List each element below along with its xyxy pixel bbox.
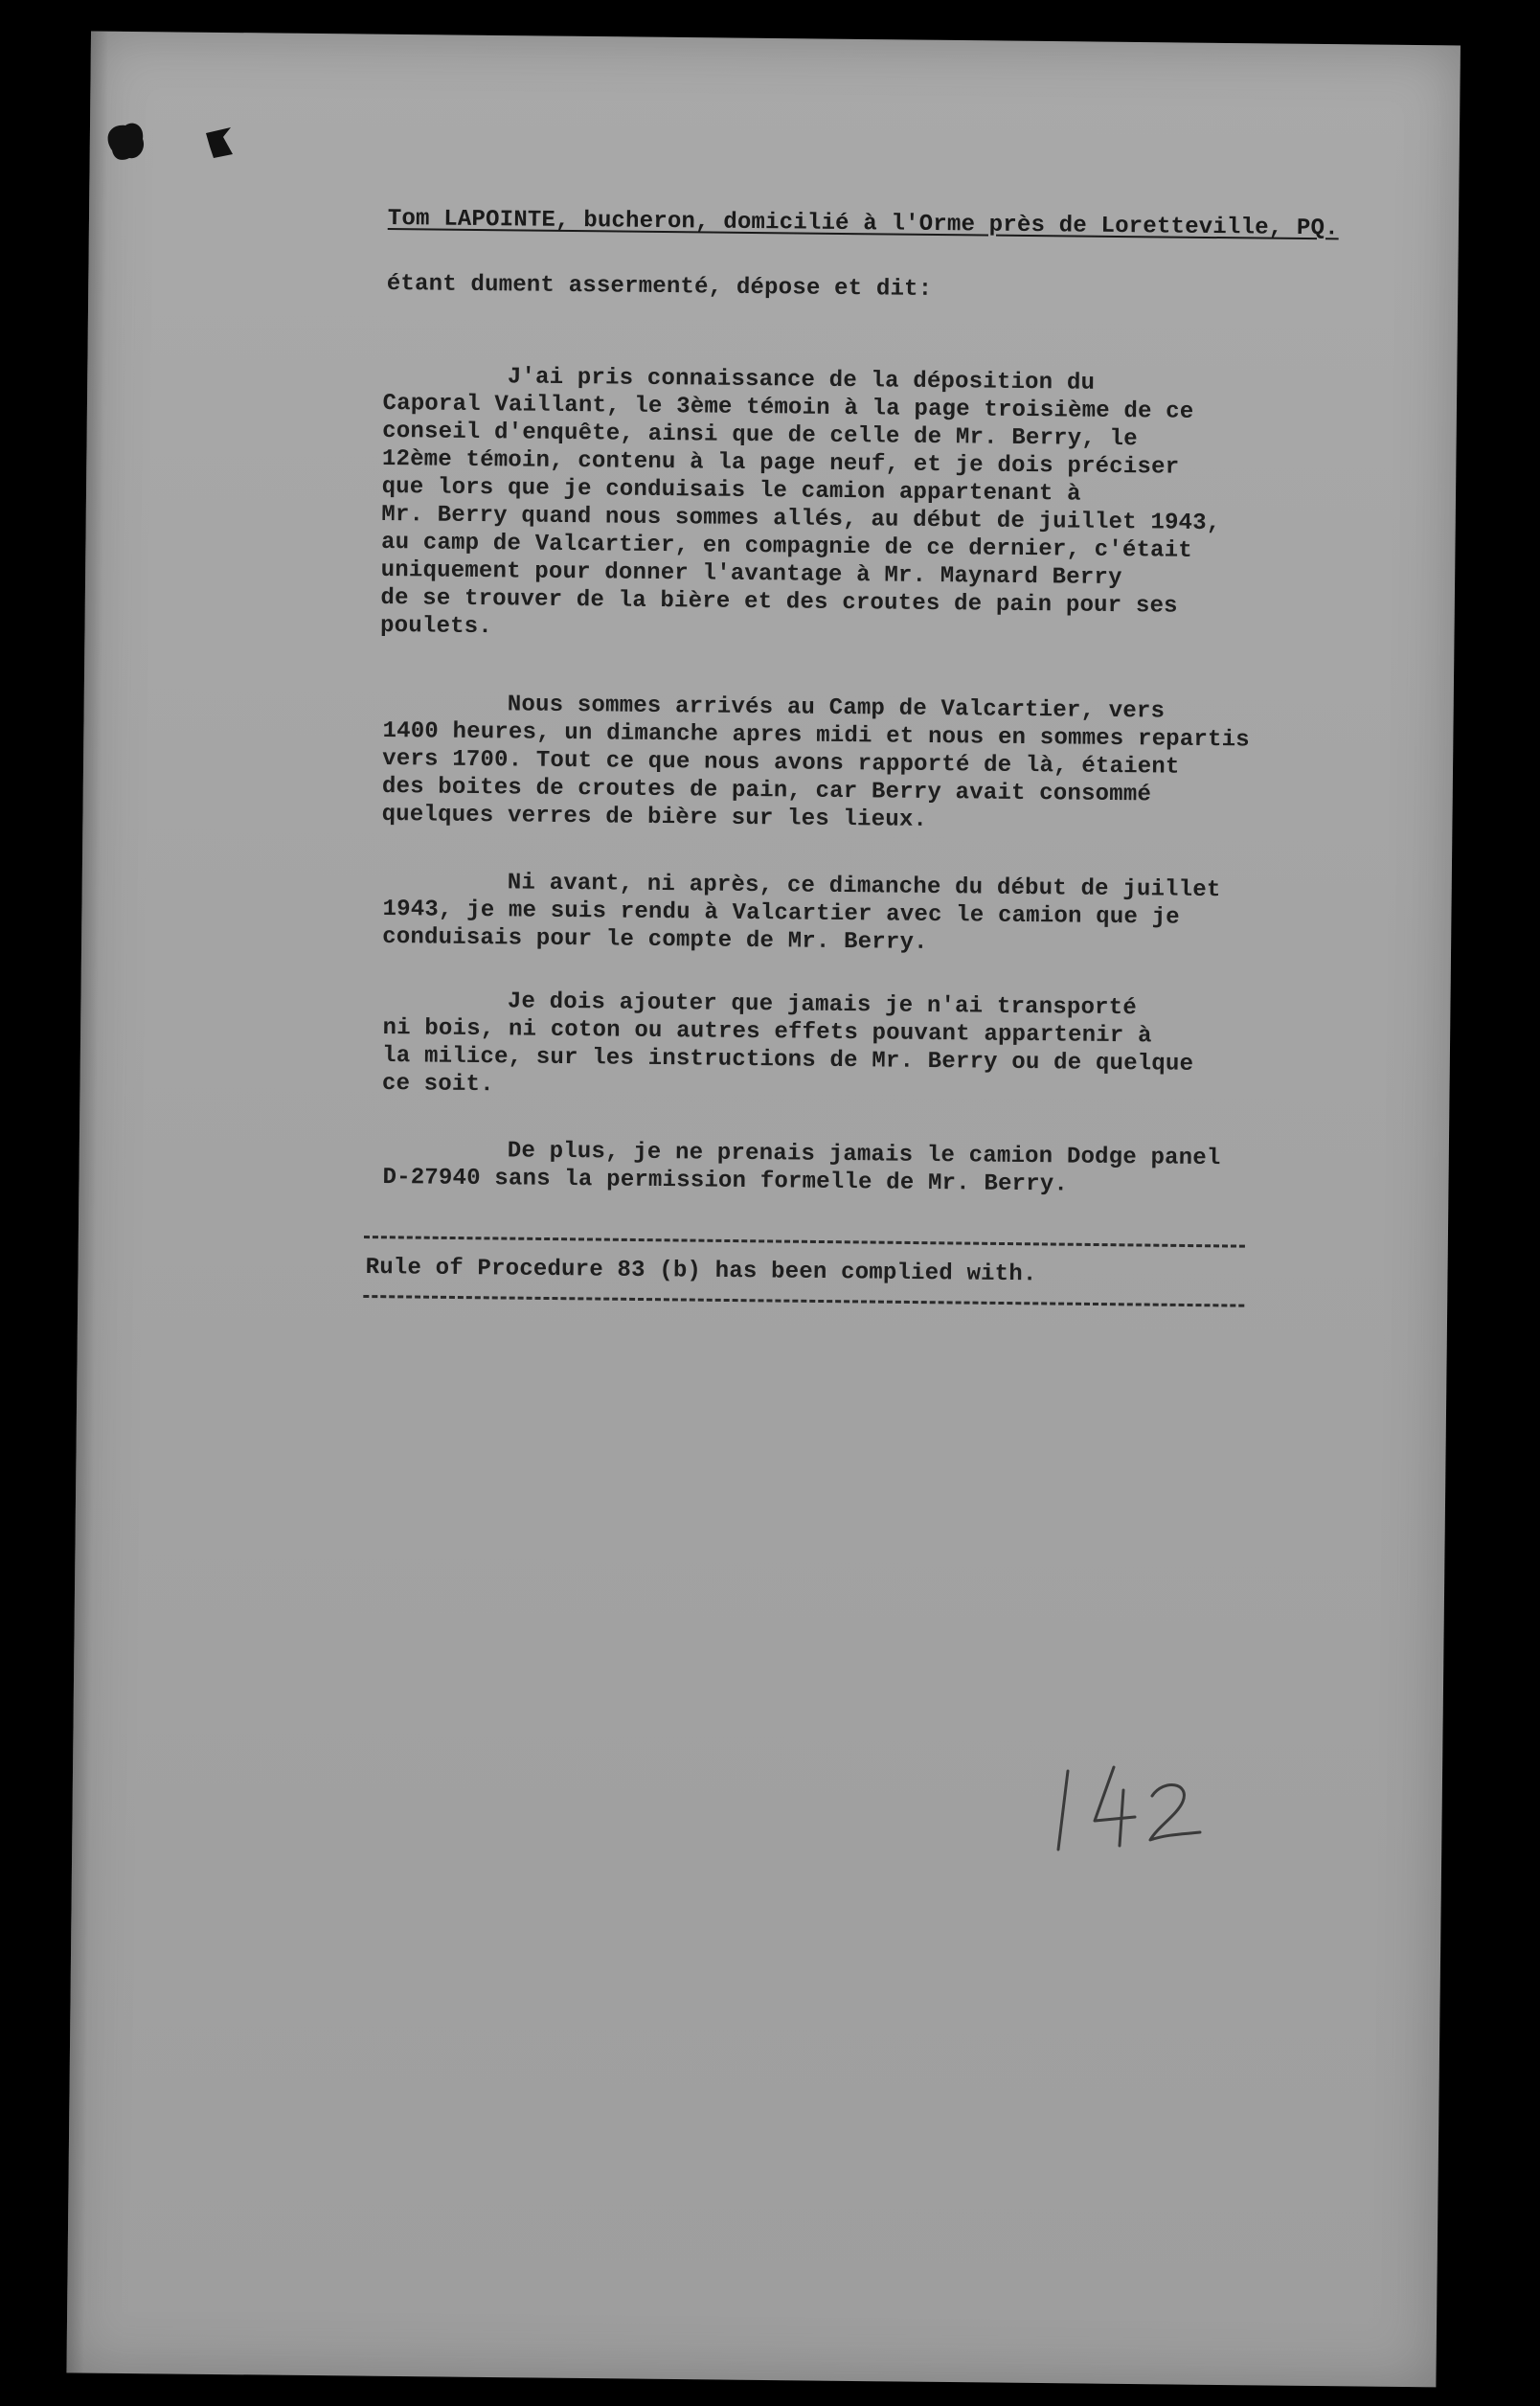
paragraph-line: Nous sommes arrivés au Camp de Valcartier, vers [507, 692, 1166, 725]
sworn-statement: étant dument assermenté, dépose et dit: [386, 270, 933, 303]
paragraph-1 [380, 362, 1283, 649]
paragraph-line: conduisais pour le compte de Mr. Berry. [382, 923, 928, 956]
paragraph-line: Mr. Berry quand nous sommes allés, au début de juillet 1943, [381, 501, 1221, 537]
page-edge-shadow [66, 32, 108, 2373]
paragraph-2 [381, 690, 1282, 838]
paragraph-5 [382, 1136, 1283, 1201]
paragraph-line: 12ème témoin, contenu à la page neuf, et je dois préciser [381, 445, 1180, 481]
paragraph-line: uniquement pour donner l'avantage à Mr. Maynard Berry [380, 556, 1122, 592]
paragraph-line: Ni avant, ni après, ce dimanche du début de juillet [507, 870, 1221, 904]
deponent-heading: Tom LAPOINTE, bucheron, domicilié à l'Orme près de Loretteville, PQ. [387, 205, 1339, 242]
paragraph-3 [382, 868, 1283, 961]
paragraph-line: Je dois ajouter que jamais je n'ai transporté [507, 988, 1138, 1022]
paragraph-line: que lors que je conduisais le camion appartenant à [381, 473, 1081, 508]
paragraph-line: ce soit. [381, 1070, 494, 1099]
paragraph-line: D-27940 sans la permission formelle de Mr. Berry. [382, 1164, 1069, 1198]
procedure-note-block [363, 1236, 1245, 1307]
paragraph-line: des boites de croutes de pain, car Berry avait consommé [381, 773, 1152, 808]
paragraph-line: Caporal Vaillant, le 3ème témoin à la page troisième de ce [382, 390, 1194, 425]
paragraph-line: vers 1700. Tout ce que nous avons rapporté de là, étaient [382, 745, 1180, 781]
paragraph-line: quelques verres de bière sur les lieux. [381, 801, 928, 833]
paragraph-line: De plus, je ne prenais jamais le camion Dodge panel [507, 1138, 1221, 1172]
procedure-note: Rule of Procedure 83 (b) has been complied with. [365, 1255, 1037, 1288]
paragraph-4 [382, 987, 1283, 1107]
paragraph-line: de se trouver de la bière et des croutes de pain pour ses [380, 584, 1178, 620]
handwritten-page-number [1039, 1758, 1212, 1863]
paragraph-line: la milice, sur les instructions de Mr. Berry ou de quelque [382, 1042, 1194, 1078]
paragraph-line: conseil d'enquête, ainsi que de celle de Mr. Berry, le [382, 418, 1138, 453]
corner-ink-marks [91, 91, 254, 177]
paragraph-line: au camp de Valcartier, en compagnie de ce dernier, c'était [380, 529, 1193, 564]
paragraph-line: ni bois, ni coton ou autres effets pouvant appartenir à [382, 1014, 1152, 1050]
paragraph-line: 1943, je me suis rendu à Valcartier avec le camion que je [382, 896, 1180, 931]
paragraph-line: 1400 heures, un dimanche apres midi et nous en sommes repartis [382, 717, 1250, 754]
paragraph-line: J'ai pris connaissance de la déposition du [507, 364, 1096, 397]
paragraph-line: poulets. [379, 612, 493, 641]
